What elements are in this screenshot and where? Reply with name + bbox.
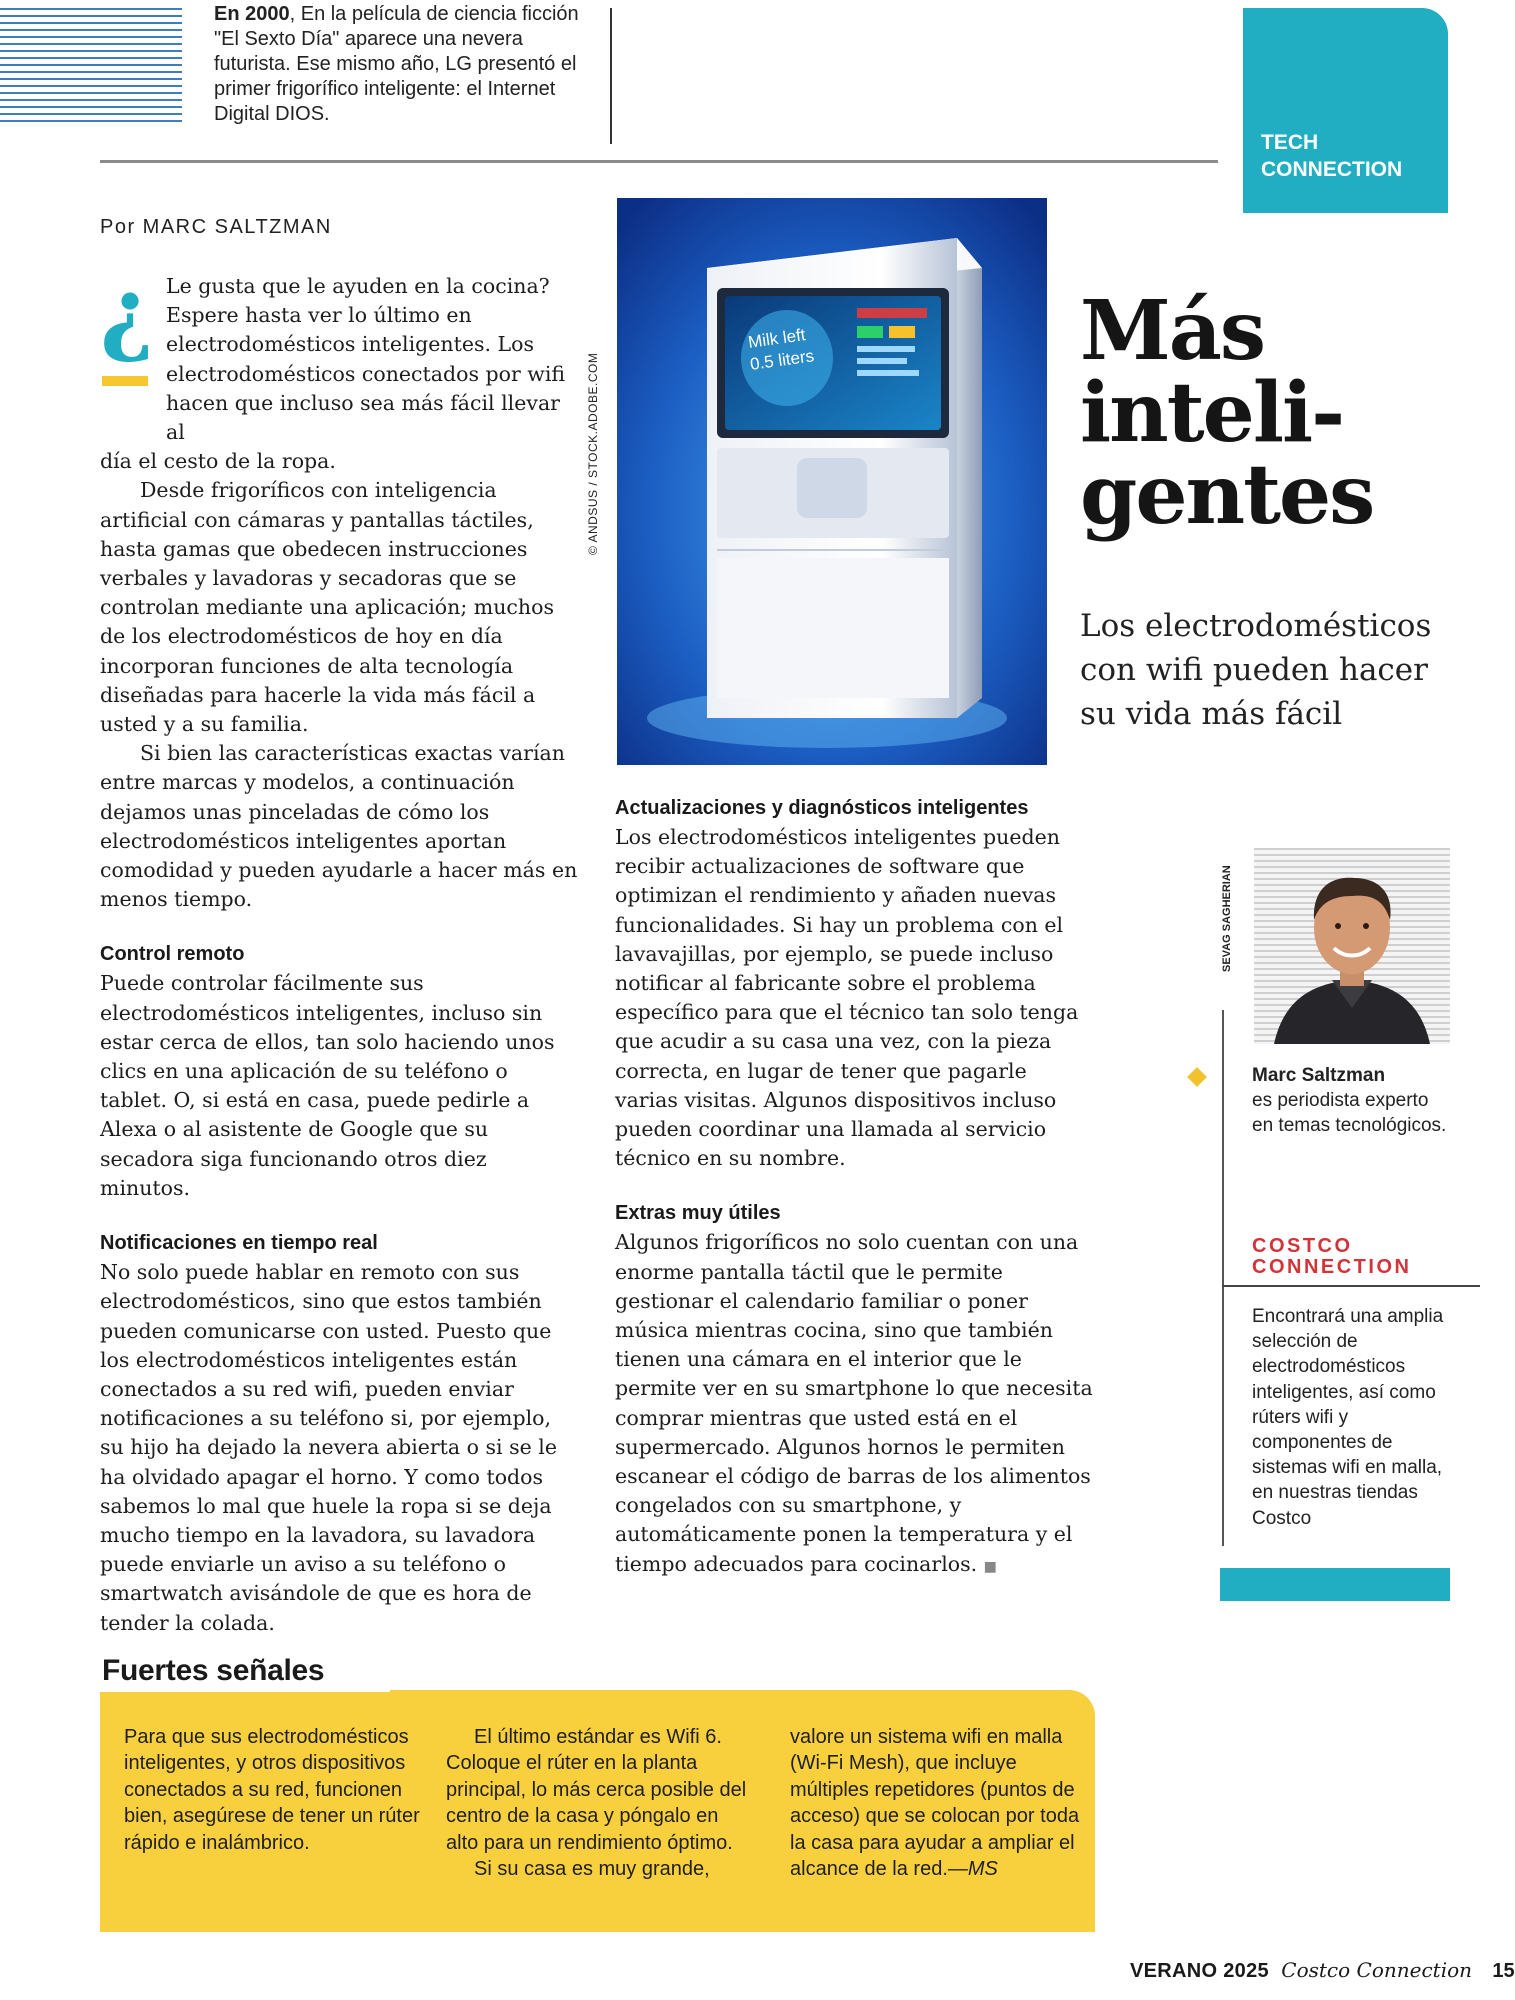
- paragraph: Si bien las características exactas varían entre marcas y modelos, a continuación dejamos unas pinceladas de cómo los electrodomésticos inteligentes aportan comodidad y pueden ayudarle a hacer más en menos tiempo.: [100, 741, 578, 912]
- paragraph-text: Algunos frigoríficos no solo cuentan con una enorme pantalla táctil que le permite gestionar el calendario familiar o poner música mientras cocina, sino que también tienen una cámara en el interior que le permite ver en su smartphone lo que necesita comprar mientras que usted está en el supermercado. Algunos hornos le permiten escanear el código de barras de los alimentos congelados con su smartphone, y automáticamente ponen la temperatura y el tiempo adecuados para cocinarlos.: [615, 1230, 1093, 1576]
- author-name: Marc Saltzman: [1252, 1065, 1386, 1086]
- sidebar-box-col-3: [790, 1724, 1080, 1882]
- top-divider: [610, 8, 612, 144]
- top-note-text: , En la película de ciencia ficción "El Sexto Día" aparece una nevera futurista. Ese mismo año, LG presentó el primer frigorífico inteligente: el Internet Digital DIOS.: [214, 3, 579, 125]
- footer-season: VERANO 2025: [1130, 1960, 1269, 1982]
- article-column-1: [100, 258, 580, 1638]
- sidebar-box-col-2: [446, 1724, 756, 1882]
- sidebar-box-col-1: [124, 1724, 424, 1856]
- subhead-remote: Control remoto: [100, 943, 245, 966]
- header-rule: [100, 160, 1218, 163]
- lead-line: Le gusta que le ayuden en la cocina?: [166, 274, 550, 298]
- sidebar-text: valore un sistema wifi en malla (Wi-Fi Mesh), que incluye múltiples repetidores (puntos de acceso) que se colocan por toda la casa para ayudar a ampliar el alcance de la red.—: [790, 1726, 1080, 1881]
- dropcap-accent-bar: [102, 376, 148, 386]
- top-fact-note: [214, 2, 604, 127]
- author-bio-text: es periodista experto en temas tecnológicos.: [1252, 1090, 1447, 1136]
- author-photo: [1254, 848, 1450, 1044]
- headline-line: inteli-: [1080, 365, 1344, 461]
- footer-magazine: Costco Connection: [1281, 1958, 1473, 1982]
- section-tab-line2: CONNECTION: [1261, 158, 1403, 181]
- costco-connection-title: [1252, 1236, 1411, 1278]
- costco-connection-text: Encontrará una amplia selección de electrodomésticos inteligentes, así como rúters wifi y componentes de sistemas wifi en malla, en nuestras tiendas Costco: [1252, 1306, 1444, 1529]
- cc-title-line1: COSTCO: [1252, 1235, 1353, 1257]
- subhead-notifications: Notificaciones en tiempo real: [100, 1232, 378, 1255]
- author-photo-credit: SEVAG SAGHERIAN: [1221, 865, 1233, 972]
- fridge-photo: [617, 198, 1047, 765]
- screen-text-1: Milk left: [746, 325, 807, 352]
- headline-line: Más: [1080, 283, 1265, 379]
- section-tab: [1243, 8, 1448, 213]
- sidebar-rule: [1222, 1010, 1224, 1546]
- end-mark: ■: [983, 1558, 997, 1575]
- subhead-updates: Actualizaciones y diagnósticos inteligentes: [615, 797, 1029, 819]
- diamond-bullet-icon: [1187, 1067, 1207, 1087]
- headline: [1080, 283, 1460, 543]
- sidebar-box-title: Fuertes señales: [102, 1654, 325, 1687]
- page-number: 15: [1492, 1960, 1515, 1982]
- screen-text-2: 0.5 liters: [748, 346, 816, 374]
- sidebar-text: El último estándar es Wifi 6. Coloque el rúter en la planta principal, lo más cerca posible del centro de la casa y póngalo en alto para un rendimiento óptimo.: [446, 1726, 747, 1854]
- article-column-2: [615, 794, 1095, 1582]
- dek: Los electrodomésticos con wifi pueden hacer su vida más fácil: [1080, 608, 1432, 732]
- paragraph: No solo puede hablar en remoto con sus electrodomésticos, sino que estos también pueden comunicarse con usted. Puesto que los electrodomésticos inteligentes están conectados a su red wifi, pueden enviar notificaciones a su teléfono si, por ejemplo, su hijo ha dejado la nevera abierta o si se le ha olvidado apagar el horno. Y como todos sabemos lo mal que huele la ropa si se deja mucho tiempo en la lavadora, su lavadora puede enviarle un aviso a su teléfono o smartwatch avisándole de que es hora de tender la colada.: [100, 1260, 557, 1635]
- subhead-extras: Extras muy útiles: [615, 1202, 781, 1225]
- sidebar-text: Si su casa es muy grande,: [474, 1858, 710, 1881]
- decorative-stripes: [0, 8, 182, 126]
- author-bio: [1252, 1063, 1452, 1138]
- lead-line: electrodomésticos inteligentes. Los: [166, 332, 534, 357]
- lead-line: hacen que incluso sea más fácil llevar al: [166, 390, 560, 445]
- cc-title-line2: CONNECTION: [1252, 1256, 1412, 1278]
- teal-accent-bar: [1220, 1568, 1450, 1601]
- sidebar-text: Para que sus electrodomésticos inteligentes, y otros dispositivos conectados a su red, funcionen bien, asegúrese de tener un rúter rápido e inalámbrico.: [124, 1726, 420, 1854]
- paragraph: Puede controlar fácilmente sus electrodomésticos inteligentes, incluso sin estar cerca de ellos, tan solo haciendo unos clics en una aplicación de su teléfono o tablet. O, si está en casa, puede pedirle a Alexa o al asistente de Google que su secadora siga funcionando otros diez minutos.: [100, 971, 555, 1200]
- lead-line: electrodomésticos conectados por wifi: [166, 361, 566, 386]
- headline-line: gentes: [1080, 447, 1374, 543]
- sidebar-signature: MS: [967, 1858, 998, 1881]
- paragraph: Desde frigoríficos con inteligencia artificial con cámaras y pantallas táctiles, hasta gamas que obedecen instrucciones verbales y lavadoras y secadoras que se controlan mediante una aplicación; muchos de los electrodomésticos de hoy en día incorporan funciones de alta tecnología diseñadas para hacerle la vida más fácil a usted y a su familia.: [100, 478, 554, 737]
- lead-tail: día el cesto de la ropa.: [100, 449, 336, 474]
- paragraph: [615, 1228, 1095, 1581]
- lead-line: Espere hasta ver lo último en: [166, 303, 472, 328]
- top-note-lead: En 2000: [214, 3, 290, 25]
- cc-rule: [1222, 1285, 1480, 1287]
- photo-credit: © ANDSUS / STOCK.ADOBE.COM: [586, 352, 600, 555]
- dropcap: ¿: [100, 258, 154, 366]
- section-tab-line1: TECH: [1261, 131, 1319, 154]
- page-footer: [1130, 1958, 1515, 1983]
- paragraph: Los electrodomésticos inteligentes pueden recibir actualizaciones de software que optimizan el rendimiento y añaden nuevas funcionalidades. Si hay un problema con el lavavajillas, por ejemplo, se puede incluso notificar al fabricante sobre el problema específico para que el técnico tan solo tenga que acudir a su casa una vez, con la pieza correcta, en lugar de tener que pagarle varias visitas. Algunos dispositivos incluso pueden coordinar una llamada al servicio técnico en su nombre.: [615, 825, 1079, 1171]
- byline: Por MARC SALTZMAN: [100, 216, 332, 238]
- lead-paragraph: [100, 258, 580, 476]
